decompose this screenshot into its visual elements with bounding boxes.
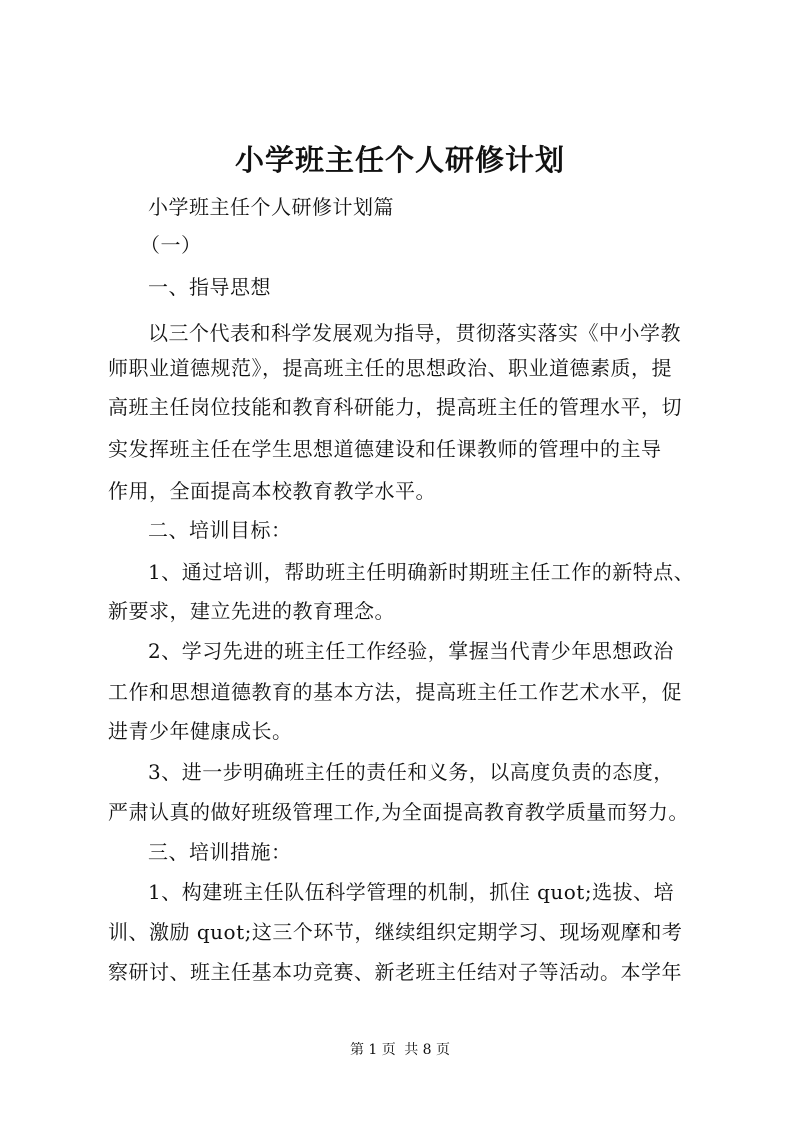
paragraph-line: 师职业道德规范》，提高班主任的思想政治、职业道德素质，提 <box>108 356 672 380</box>
section-number: （一） <box>140 233 202 257</box>
paragraph-line: 以三个代表和科学发展观为指导，贯彻落实落实《中小学教 <box>148 321 681 345</box>
subtitle-line: 小学班主任个人研修计划篇 <box>148 195 394 219</box>
paragraph-line: 作用，全面提高本校教育教学水平。 <box>108 479 436 503</box>
page-number: 第 1 页 <box>349 1042 396 1058</box>
heading-training-measures: 三、培训措施： <box>148 840 292 864</box>
paragraph-line: 察研讨、班主任基本功竞赛、新老班主任结对子等活动。本学年 <box>108 960 682 984</box>
paragraph-line: 实发挥班主任在学生思想道德建设和任课教师的管理中的主导 <box>108 437 662 461</box>
page-total: 共 8 页 <box>404 1042 451 1058</box>
paragraph-line: 工作和思想道德教育的基本方法，提高班主任工作艺术水平，促 <box>108 680 682 704</box>
paragraph-line: 3、进一步明确班主任的责任和义务，以高度负责的态度， <box>148 760 674 784</box>
paragraph-line: 新要求，建立先进的教育理念。 <box>108 599 395 623</box>
heading-guiding-thought: 一、指导思想 <box>148 275 271 299</box>
paragraph-line: 2、学习先进的班主任工作经验，掌握当代青少年思想政治 <box>148 639 674 663</box>
paragraph-line: 严肃认真的做好班级管理工作,为全面提高教育教学质量而努力。 <box>108 800 689 824</box>
paragraph-line: 1、通过培训，帮助班主任明确新时期班主任工作的新特点、 <box>148 560 695 584</box>
paragraph-line: 1、构建班主任队伍科学管理的机制，抓住 quot;选拔、培 <box>148 880 675 904</box>
document-title: 小学班主任个人研修计划 <box>234 143 565 177</box>
paragraph-line: 高班主任岗位技能和教育科研能力，提高班主任的管理水平，切 <box>108 395 682 419</box>
paragraph-line: 训、激励 quot;这三个环节，继续组织定期学习、现场观摩和考 <box>108 920 683 944</box>
page-footer <box>0 1040 800 1060</box>
heading-training-goals: 二、培训目标： <box>148 518 292 542</box>
paragraph-line: 进青少年健康成长。 <box>108 719 293 743</box>
